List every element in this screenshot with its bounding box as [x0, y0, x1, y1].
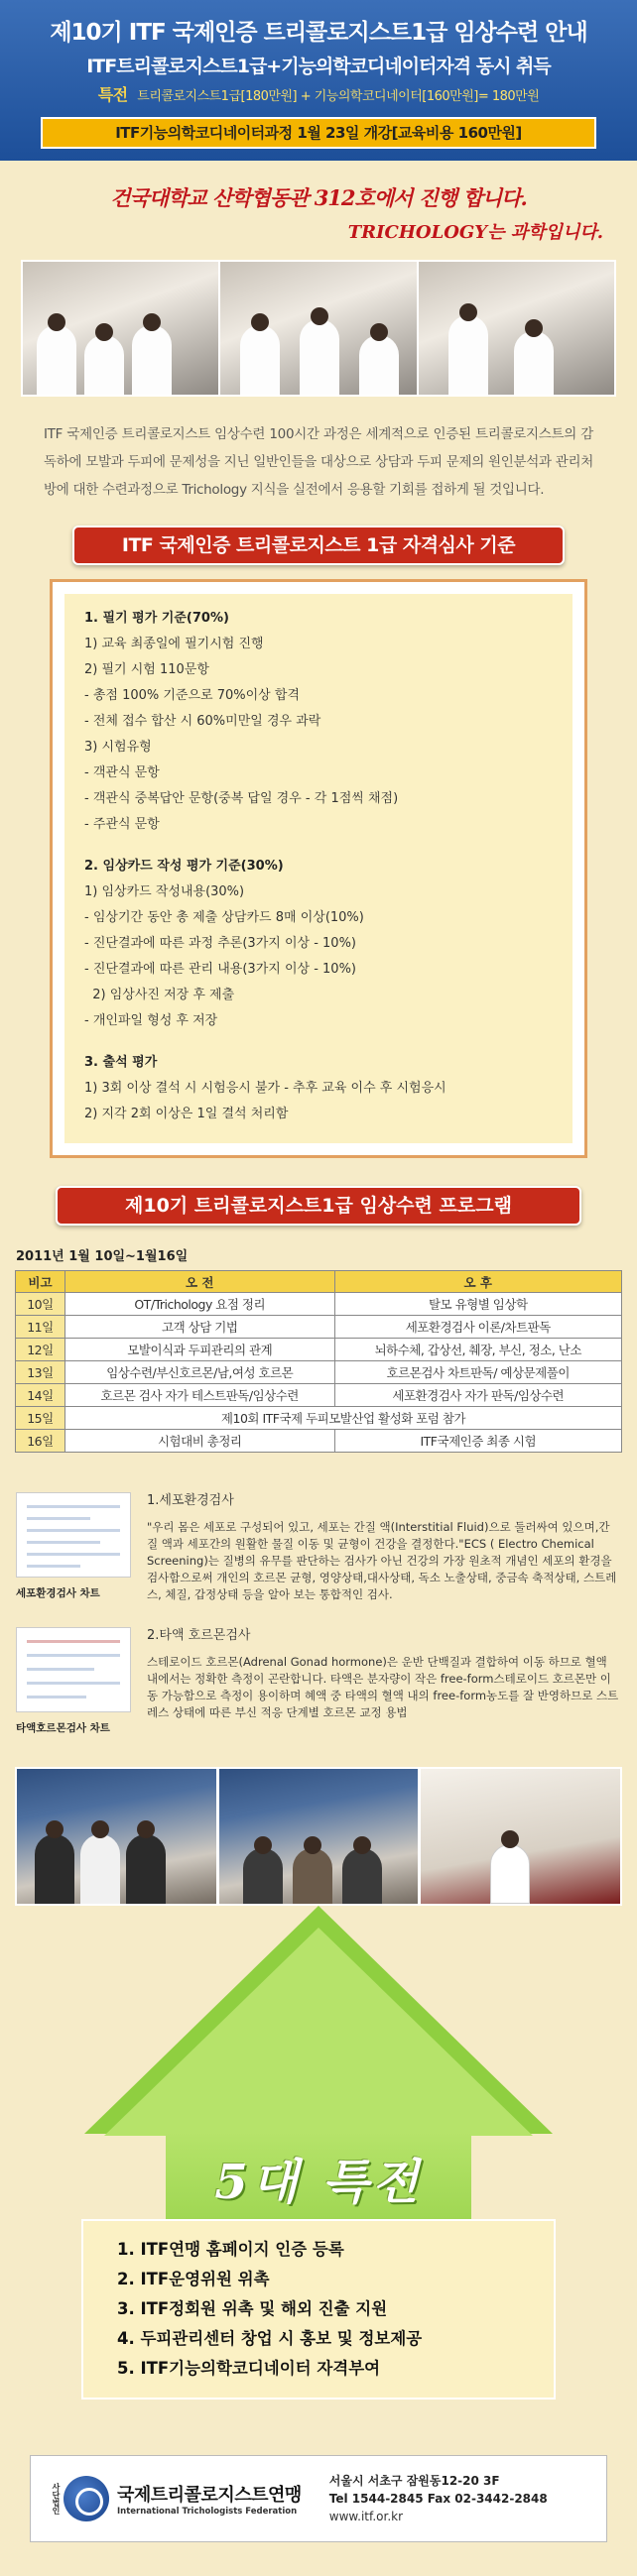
schedule-day: 10일 — [16, 1293, 65, 1316]
criteria-line: - 개인파일 형성 후 저장 — [84, 1013, 218, 1028]
special-benefits-area — [0, 1906, 637, 2481]
schedule-afternoon: 세포환경검사 이론/차트판독 — [334, 1316, 621, 1339]
intro-paragraph: ITF 국제인증 트리콜로지스트 임상수련 100시간 과정은 세계적으로 인증된 트리콜로지스트의 감독하에 모발과 두피에 문제성을 지닌 일반인들을 대상으로 상담과 두피 문제의 원인분석과 관리처방에 대한 수련과정으로 Trichology 지식을 실전에서 응용할 기회를 접하게 될 것입니다. — [44, 426, 593, 498]
schedule-day: 15일 — [16, 1407, 65, 1430]
table-row — [16, 1361, 622, 1384]
saliva-chart-image — [16, 1627, 131, 1712]
benefit-line — [14, 83, 623, 109]
venue-notice: 건국대학교 산학협동관 312호에서 진행 합니다. — [110, 185, 527, 210]
criteria-heading: 3. 출석 평가 — [84, 1055, 158, 1070]
table-row — [16, 1407, 622, 1430]
training-photo-2 — [220, 262, 416, 395]
criteria-line: 2) 필기 시험 110문항 — [84, 662, 209, 677]
criteria-line: 1) 교육 최종일에 필기시험 진행 — [84, 637, 264, 651]
event-photo-strip — [15, 1767, 622, 1906]
col-header-morning: 오 전 — [64, 1271, 334, 1293]
col-header-afternoon: 오 후 — [334, 1271, 621, 1293]
benefit-text-2: + 기능의학코디네이터[160만원]= 180만원 — [300, 89, 540, 104]
schedule-morning: 임상수련/부신호르몬/남,여성 호르몬 — [64, 1361, 334, 1384]
criteria-line: 1) 3회 이상 결석 시 시험응시 불가 - 추후 교육 이수 후 시험응시 — [84, 1081, 446, 1096]
criteria-title: ITF 국제인증 트리콜로지스트 1급 자격심사 기준 — [72, 526, 565, 565]
schedule-morning: OT/Trichology 요점 정리 — [64, 1293, 334, 1316]
schedule-afternoon: 세포환경검사 자가 판독/임상수련 — [334, 1384, 621, 1407]
criteria-heading: 1. 필기 평가 기준(70%) — [84, 611, 229, 626]
criteria-line: - 객관식 중복답안 문항(중복 답일 경우 - 각 1점씩 채점) — [84, 791, 399, 806]
table-row — [16, 1316, 622, 1339]
schedule-full-day: 제10회 ITF국제 두피모발산업 활성화 포럼 참가 — [64, 1407, 621, 1430]
program-period: 2011년 1월 10일~1월16일 — [16, 1249, 189, 1264]
ecs-description: "우리 몸은 세포로 구성되어 있고, 세포는 간질 액(Interstitial Fluid)으로 둘러싸여 있으며,간질 액과 세포간의 원활한 물질 이동 및 균형이 건강을 결정한다."ECS ( Electro Chemical Screening)는 질병의 유무를 판단하는 검사가 아닌 건강의 가장 원초적 개념인 세포의 환경을 검사함으로써 개인의 호르몬 균형, 영양상태,대사상태, 독소 노출상태, 중금속 축적상태, 스트레스, 체질, 갑정상태 등을 알아 보는 통합적인 검사. — [147, 1520, 617, 1601]
org-website-link[interactable]: www.itf.or.kr — [328, 2510, 404, 2523]
schedule-day: 14일 — [16, 1384, 65, 1407]
saliva-chart-caption: 타액호르몬검사 차트 — [16, 1722, 110, 1734]
org-name-ko: 국제트리콜로지스트연맹 — [117, 2485, 302, 2506]
saliva-title: 2.타액 호르몬검사 — [147, 1628, 251, 1643]
schedule-morning: 시험대비 총정리 — [64, 1430, 334, 1453]
training-photo-strip — [21, 260, 616, 397]
benefit-tag: 특전 — [97, 85, 128, 104]
schedule-day: 11일 — [16, 1316, 65, 1339]
ecs-chart-image — [16, 1492, 131, 1578]
test-block-ecs — [16, 1492, 637, 1603]
ecs-chart-caption: 세포환경검사 차트 — [16, 1587, 100, 1599]
criteria-line: - 전체 접수 합산 시 60%미만일 경우 과락 — [84, 714, 321, 729]
criteria-line: 1) 임상카드 작성내용(30%) — [84, 884, 245, 899]
test-block-saliva — [16, 1627, 637, 1735]
criteria-line: - 객관식 문항 — [84, 765, 160, 780]
schedule-day: 12일 — [16, 1339, 65, 1361]
criteria-box — [50, 579, 587, 1158]
program-title: 제10기 트리콜로지스트1급 임상수련 프로그램 — [56, 1186, 581, 1226]
table-row — [16, 1293, 622, 1316]
special-item: 3. ITF정회원 위촉 및 해외 진출 지원 — [117, 2299, 388, 2318]
special-item: 2. ITF운영위원 위촉 — [117, 2270, 270, 2288]
schedule-afternoon: ITF국제인증 최종 시험 — [334, 1430, 621, 1453]
schedule-day: 13일 — [16, 1361, 65, 1384]
criteria-line: 3) 시험유형 — [84, 740, 152, 755]
criteria-line: - 진단결과에 따른 과정 추론(3가지 이상 - 10%) — [84, 936, 356, 951]
schedule-morning: 고객 상담 기법 — [64, 1316, 334, 1339]
program-schedule-table — [15, 1270, 622, 1453]
special-title: 5대 특전 — [214, 2155, 423, 2210]
criteria-content — [64, 594, 573, 1143]
event-photo-1 — [17, 1769, 216, 1904]
table-row — [16, 1384, 622, 1407]
ecs-title: 1.세포환경검사 — [147, 1493, 234, 1508]
special-item: 4. 두피관리센터 창업 시 홍보 및 정보제공 — [117, 2329, 423, 2348]
criteria-line: - 진단결과에 따른 관리 내용(3가지 이상 - 10%) — [84, 962, 356, 977]
org-name-en: International Trichologists Federation — [117, 2507, 298, 2517]
slogan: TRICHOLOGY는 과학입니다. — [347, 222, 603, 243]
criteria-heading: 2. 임상카드 작성 평가 기준(30%) — [84, 859, 284, 874]
table-row — [16, 1339, 622, 1361]
schedule-morning: 모발이식과 두피관리의 관계 — [64, 1339, 334, 1361]
criteria-line: 2) 임상사진 저장 후 제출 — [84, 988, 235, 1002]
main-title: 제10기 ITF 국제인증 트리콜로지스트1급 임상수련 안내 — [50, 20, 587, 46]
itf-logo-icon — [64, 2476, 109, 2521]
criteria-line: 2) 지각 2회 이상은 1일 결석 처리함 — [84, 1107, 289, 1121]
org-address: 서울시 서초구 잠원동12-20 3F — [328, 2474, 500, 2488]
course-announcement: ITF기능의학코디네이터과정 1월 23일 개강[교육비용 160만원] — [41, 117, 596, 149]
criteria-line: - 주관식 문항 — [84, 817, 160, 832]
table-row — [16, 1430, 622, 1453]
training-photo-1 — [23, 262, 218, 395]
schedule-afternoon: 뇌하수체, 갑상선, 췌장, 부신, 정소, 난소 — [334, 1339, 621, 1361]
schedule-afternoon: 호르몬검사 차트판독/ 예상문제풀이 — [334, 1361, 621, 1384]
org-phone: Tel 1544-2845 Fax 02-3442-2848 — [328, 2492, 548, 2506]
training-photo-3 — [419, 262, 614, 395]
special-benefits-list — [81, 2219, 556, 2400]
sub-title: ITF트리콜로지스트1급+기능의학코디네이터자격 동시 취득 — [86, 56, 551, 77]
special-item: 1. ITF연맹 홈페이지 인증 등록 — [117, 2240, 344, 2259]
schedule-morning: 호르몬 검사 자가 테스트판독/임상수련 — [64, 1384, 334, 1407]
criteria-line: - 임상기간 동안 총 제출 상담카드 8매 이상(10%) — [84, 910, 364, 925]
event-photo-3 — [421, 1769, 620, 1904]
col-header-note: 비고 — [16, 1271, 65, 1293]
benefit-text-1: 트리콜로지스트1급[180만원] — [137, 89, 298, 104]
event-photo-2 — [219, 1769, 419, 1904]
criteria-line: - 총점 100% 기준으로 70%이상 합격 — [84, 688, 300, 703]
saliva-description: 스테로이드 호르몬(Adrenal Gonad hormone)은 운반 단백질과 결합하여 이동 하므로 혈액 내에서는 정확한 측정이 곤란합니다. 타액은 분자량이 작은 free-form스테로이드 호르몬만 이동 가능함으로 측정이 용이하며 혜액 중 타액의 혈액 내의 free-form농도를 잘 반영하므로 스트레스 상태에 따른 부신 적응 단계별 호르몬 교정 용법 — [147, 1655, 619, 1719]
logo-badge: 사단법인 — [52, 2483, 61, 2515]
special-item: 5. ITF기능의학코디네이터 자격부여 — [117, 2359, 381, 2378]
schedule-day: 16일 — [16, 1430, 65, 1453]
footer — [30, 2455, 607, 2542]
schedule-afternoon: 탈모 유형별 임상학 — [334, 1293, 621, 1316]
header-banner — [0, 0, 637, 161]
